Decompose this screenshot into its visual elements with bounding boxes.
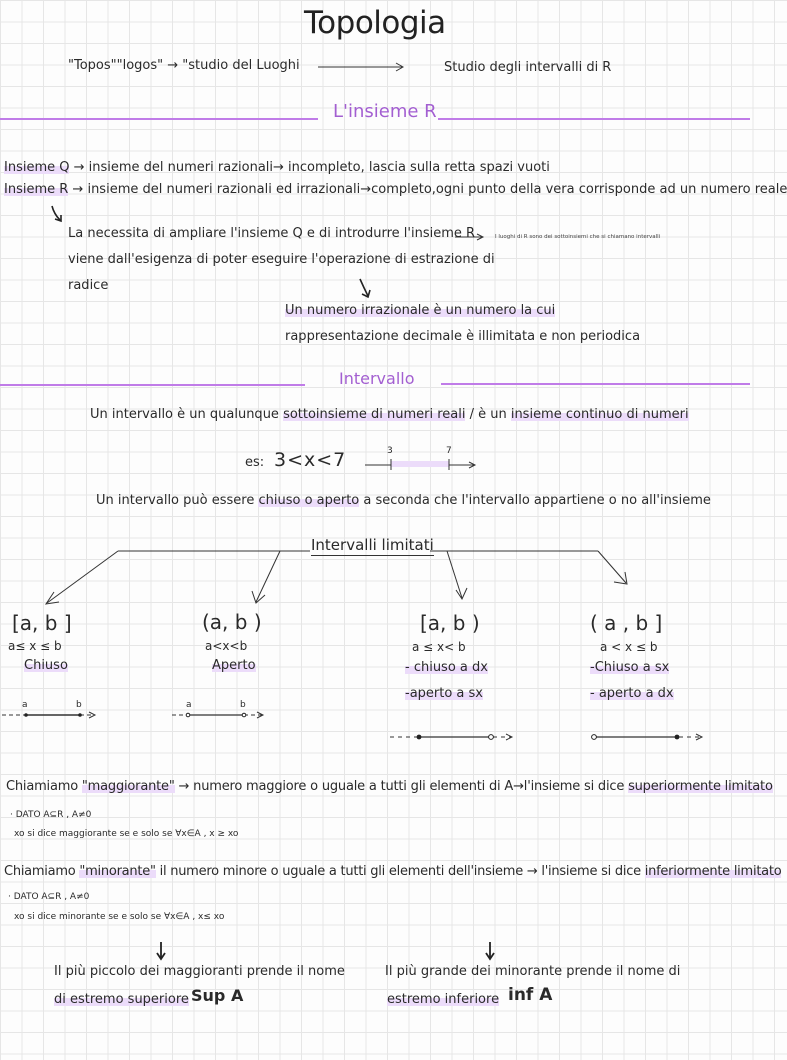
inf-symbol: inf A: [508, 985, 553, 1005]
upper-given: · DATO A⊆R , A≠0: [10, 810, 92, 820]
divider-left-int: [0, 384, 305, 386]
sup-line-2: [54, 993, 189, 1008]
upper-hl-1: "maggiorante": [81, 779, 175, 794]
q-label: Insieme Q: [4, 160, 70, 175]
interval-4-notation: ( a , b ]: [590, 611, 663, 635]
interval-1-point-b: b: [76, 700, 82, 710]
lower-hl-1: "minorante": [79, 864, 156, 879]
example-tick-a: 3: [387, 446, 393, 456]
lower-mid: il numero minore o uguale a tutti gli elementi dell'insieme → l'insieme si dice: [155, 864, 645, 879]
page-title: Topologia: [304, 5, 446, 41]
nl2-point-a: [186, 713, 190, 717]
interval-2-point-a: a: [186, 700, 192, 710]
necessity-line-1: La necessita di ampliare l'insieme Q e di introdurre l'insieme R: [68, 226, 476, 241]
open-closed-line: [96, 494, 711, 509]
interval-2-notation: (a, b ): [202, 610, 262, 634]
irrational-line-1: [285, 304, 555, 319]
interval-4-line-1: [590, 661, 669, 676]
interval-2-inequality: a<x<b: [205, 639, 248, 653]
interval-1-inequality: a≤ x ≤ b: [8, 639, 62, 653]
interval-4-line-2-text: - aperto a dx: [590, 686, 674, 701]
upper-hl-2: superiormente limitato: [628, 779, 773, 794]
section-heading-interval: Intervallo: [339, 369, 415, 388]
down-arrow-r: [52, 206, 60, 220]
nl2-point-b: [242, 713, 246, 717]
tree-branch-1: [47, 551, 118, 603]
r-label: Insieme R: [4, 182, 69, 197]
lower-pre: Chiamiamo: [4, 864, 80, 879]
nl1-point-a: [24, 713, 28, 717]
oc-hl: chiuso o aperto: [258, 493, 360, 508]
irrational-line-2: rappresentazione decimale è illimitata e non periodica: [285, 329, 641, 344]
inf-line-2: [387, 993, 499, 1008]
interval-3-line-1-text: - chiuso a dx: [405, 660, 488, 675]
necessity-line-3: radice: [68, 278, 109, 293]
interval-1-point-a: a: [22, 700, 28, 710]
intro-meaning: Studio degli intervalli di R: [444, 60, 612, 75]
tree-branch-4: [598, 551, 626, 583]
interval-2-point-b: b: [240, 700, 246, 710]
interval-definition: [90, 408, 689, 423]
nl4-point-b: [675, 735, 680, 740]
section-heading-r: L'insieme R: [333, 101, 437, 122]
intro-etymology: "Topos""logos" → "studio del Luoghi: [68, 58, 300, 73]
divider-right-int: [441, 383, 750, 385]
inf-line-1: Il più grande dei minorante prende il nome di: [385, 964, 681, 979]
interval-1-notation: [a, b ]: [12, 611, 72, 635]
upper-bound-line: [6, 780, 773, 795]
interval-3-notation: [a, b ): [420, 611, 480, 635]
upper-mid: → numero maggiore o uguale a tutti gli elementi di A→l'insieme si dice: [174, 779, 629, 794]
interval-4-line-1-text: -Chiuso a sx: [590, 660, 670, 675]
nl3-point-a: [417, 735, 422, 740]
divider-right-r: [438, 118, 750, 120]
nl1-point-b: [78, 713, 82, 717]
example-prefix: es:: [245, 455, 265, 470]
interval-1-label-text: Chiuso: [24, 658, 68, 673]
tree-branch-3: [447, 551, 462, 598]
interval-3-inequality: a ≤ x< b: [412, 640, 466, 654]
side-note: I luoghi di R sono dei sottoinsiemi che si chiamano intervalli: [495, 234, 661, 240]
interval-4-line-2: [590, 687, 674, 702]
lower-given: · DATO A⊆R , A≠0: [8, 892, 90, 902]
interval-3-line-2-text: -aperto a sx: [405, 686, 483, 701]
example-highlight-segment: [391, 461, 449, 467]
lower-hl-2: inferiormente limitato: [644, 864, 782, 879]
divider-left-r: [0, 118, 318, 120]
interval-3-line-2: [405, 687, 483, 702]
q-line: [4, 161, 550, 176]
interval-2-label: [212, 659, 256, 674]
necessity-line-2: viene dall'esigenza di poter eseguire l'operazione di estrazione di: [68, 252, 495, 267]
q-text: → insieme del numeri razionali→ incompleto, lascia sulla retta spazi vuoti: [69, 160, 550, 175]
tree-branch-2: [256, 551, 280, 602]
sup-line-2-text: di estremo superiore: [54, 992, 189, 1007]
inf-line-2-text: estremo inferiore: [387, 992, 500, 1007]
def-mid: / è un: [465, 407, 511, 422]
r-text: → insieme del numeri razionali ed irrazionali→completo,ogni punto della vera corrisponde ad un numero reale: [68, 182, 787, 197]
def-hl-2: insieme continuo di numeri: [510, 407, 689, 422]
irrational-text-1: Un numero irrazionale è un numero la cui: [285, 303, 556, 318]
nl4-point-a: [592, 735, 597, 740]
def-pre: Un intervallo è un qualunque: [90, 407, 284, 422]
lower-bound-line: [4, 865, 781, 880]
limited-intervals-heading: Intervalli limitati: [311, 537, 434, 556]
interval-2-label-text: Aperto: [212, 658, 256, 673]
oc-post: a seconda che l'intervallo appartiene o no all'insieme: [359, 493, 711, 508]
def-hl-1: sottoinsieme di numeri reali: [283, 407, 466, 422]
sup-symbol: Sup A: [191, 986, 244, 1005]
example-tick-b: 7: [446, 446, 452, 456]
r-line: [4, 183, 787, 198]
example-expression: 3<x<7: [274, 449, 347, 471]
upper-condition: xo si dice maggiorante se e solo se ∀x∈A , x ≥ xo: [14, 829, 239, 839]
interval-4-inequality: a < x ≤ b: [600, 640, 658, 654]
upper-pre: Chiamiamo: [6, 779, 82, 794]
down-arrow-irr: [360, 279, 368, 296]
interval-1-label: [24, 659, 68, 674]
lower-condition: xo si dice minorante se e solo se ∀x∈A , x≤ xo: [14, 912, 225, 922]
oc-pre: Un intervallo può essere: [96, 493, 259, 508]
nl3-point-b: [489, 735, 494, 740]
sup-line-1: Il più piccolo dei maggioranti prende il nome: [54, 964, 345, 979]
interval-3-line-1: [405, 661, 488, 676]
